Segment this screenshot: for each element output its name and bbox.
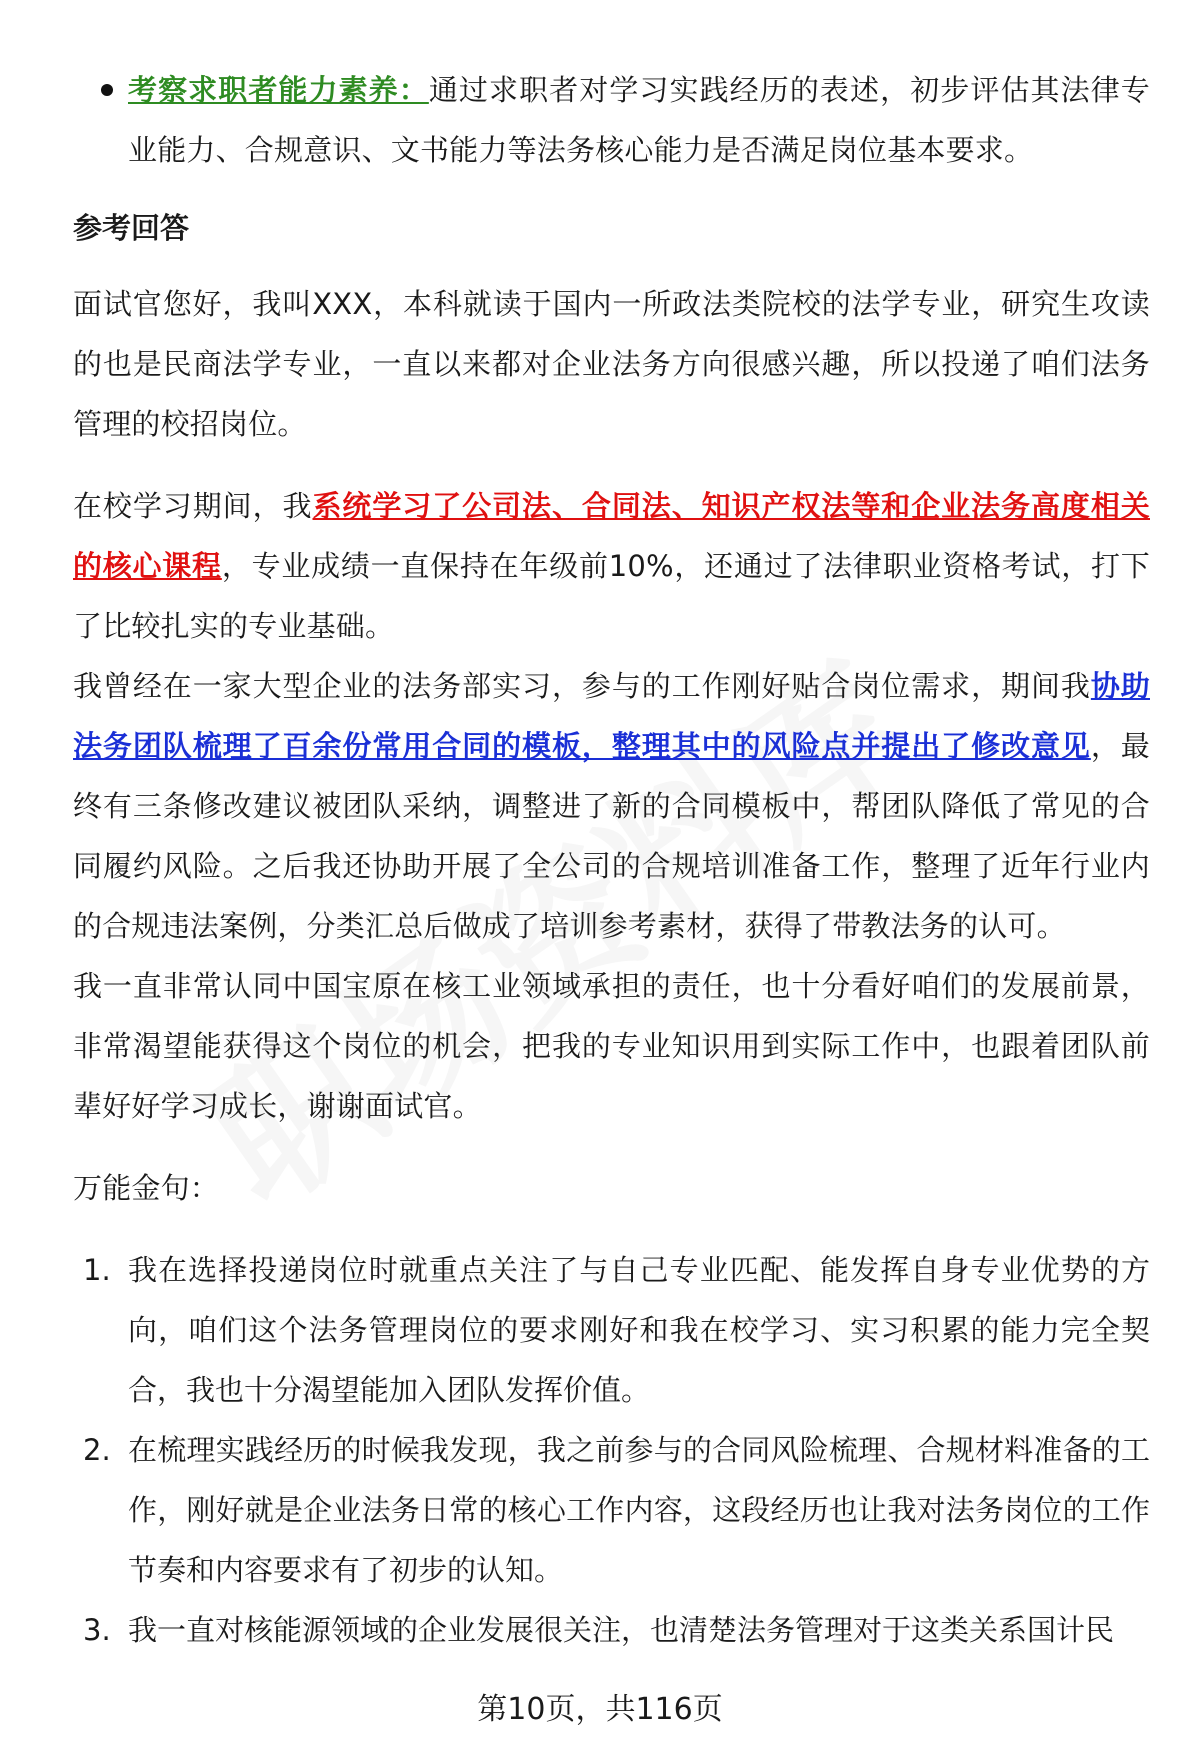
list-text: 我在选择投递岗位时就重点关注了与自己专业匹配、能发挥自身专业优势的方向，咱们这个法务管理岗位的要求刚好和我在校学习、实习积累的能力完全契合，我也十分渴望能加入团队发挥价值。 [128,1253,1150,1407]
answer-paragraph-1: 面试官您好，我叫XXX，本科就读于国内一所政法类院校的法学专业，研究生攻读的也是民商法学专业，一直以来都对企业法务方向很感兴趣，所以投递了咱们法务管理的校招岗位。 [73,287,1150,441]
list-item [73,1420,1150,1600]
golden-list [73,1240,1150,1660]
list-number: 1. [83,1253,111,1287]
p3-highlight: 协助法务团队梳理了百余份常用合同的模板，整理其中的风险点并提出了修改意见 [73,669,1150,763]
list-number: 2. [83,1433,111,1467]
golden-label: 万能金句： [73,1171,220,1205]
section-heading: 参考回答 [73,211,190,245]
page-footer: 第10页，共116页 [0,1690,1200,1730]
list-text: 我一直对核能源领域的企业发展很关注，也清楚法务管理对于这类关系国计民 [128,1613,1115,1647]
list-item [73,1600,1150,1660]
p3-tail: ，最终有三条修改建议被团队采纳，调整进了新的合同模板中，帮团队降低了常见的合同履约风险。之后我还协助开展了全公司的合规培训准备工作，整理了近年行业内的合规违法案例，分类汇总后做成了培训参考素材，获得了带教法务的认可。 [73,729,1150,943]
list-text: 在梳理实践经历的时候我发现，我之前参与的合同风险梳理、合规材料准备的工作，刚好就是企业法务日常的核心工作内容，这段经历也让我对法务岗位的工作节奏和内容要求有了初步的认知。 [128,1433,1150,1587]
document-body [73,60,1150,1660]
bullet-item [73,60,1150,180]
bullet-key: 考察求职者能力素养： [128,73,429,107]
p3-lead: 我曾经在一家大型企业的法务部实习，参与的工作刚好贴合岗位需求，期间我 [73,669,1091,703]
answer-paragraph-3 [73,656,1150,956]
p2-tail: ，专业成绩一直保持在年级前10%，还通过了法律职业资格考试，打下了比较扎实的专业基础。 [73,549,1150,643]
answer-paragraph-4: 我一直非常认同中国宝原在核工业领域承担的责任，也十分看好咱们的发展前景，非常渴望能获得这个岗位的机会，把我的专业知识用到实际工作中，也跟着团队前辈好好学习成长，谢谢面试官。 [73,969,1150,1123]
list-number: 3. [83,1613,111,1647]
list-item [73,1240,1150,1420]
p2-highlight: 系统学习了公司法、合同法、知识产权法等和企业法务高度相关的核心课程 [73,489,1150,583]
bullet-text: 通过求职者对学习实践经历的表述，初步评估其法律专业能力、合规意识、文书能力等法务核心能力是否满足岗位基本要求。 [128,73,1150,167]
bullet-dot-icon [101,84,113,96]
p2-lead: 在校学习期间，我 [73,489,313,523]
answer-paragraph-2 [73,476,1150,656]
